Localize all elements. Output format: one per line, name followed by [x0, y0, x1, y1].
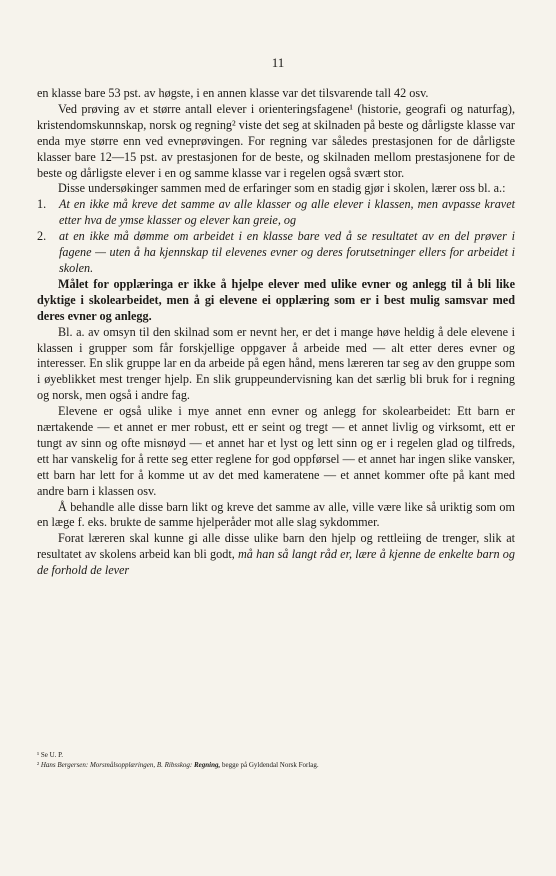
- footnote-ref: Regning,: [194, 761, 221, 769]
- footnote-number: ²: [37, 761, 40, 769]
- paragraph: Å behandle alle disse barn likt og kreve det samme av alle, ville være like så uriktig som om en læge f. eks. brukte de samme hjelperåder mot alle slag sykdommer.: [37, 499, 515, 530]
- footnotes: [37, 750, 515, 770]
- paragraph-text: Forat læreren skal kunne gi alle disse ulike barn den hjelp og rettleiing de trenger, slik at resultatet av skolens arbeid kan bli godt,: [37, 531, 515, 562]
- paragraph: en klasse bare 53 pst. av høgste, i en annen klasse var det tilsvarende tall 42 osv.: [37, 86, 429, 100]
- body-text: [37, 86, 515, 579]
- paragraph: Elevene er også ulike i mye annet enn evner og anlegg for skolearbeidet: Ett barn er nærtakende — et annet er mer robust, ett er seint og tregt — et annet livlig og virksomt, ett er tungt av sinn og ofte misnøyd — et annet har et lyst og lett sinn og er i regelen glad og tilfreds, ett har vanskelig for å rette seg etter reglene for god oppførsel — et annet har ingen slike vansker, ett barn har lett for å komme ut av det med kameratene — et annet kommer ofte på kant med andre barn i klassen osv.: [37, 404, 515, 498]
- numbered-list: [37, 197, 515, 277]
- list-item: [37, 197, 515, 229]
- footnote-ref: B. Ribsskog:: [156, 761, 193, 769]
- paragraph: Bl. a. av omsyn til den skilnad som er nevnt her, er det i mange høve heldig å dele elevene i klassen i grupper som får forskjellige oppgaver å arbeide med — alt etter deres evner og interesser. En slik gruppe lar en da arbeide på egen hånd, mens læreren tar seg av den gruppe som i øyeblikket mest trenger hjelp. En slik gruppeundervisning kan det særlig bli bruk for i regning og norsk, men også i andre fag.: [37, 324, 515, 403]
- footnote: [37, 760, 515, 770]
- paragraph-emphasis: må han så langt råd er, lære å kjenne de enkelte barn og de forhold de lever: [37, 547, 515, 578]
- list-text: at en ikke må dømme om arbeidet i en klasse bare ved å se resultatet av en del prøver i fagene — uten å ha kjennskap til elevenes evner og deres forutsetninger ellers for arbeidet i skolen.: [59, 229, 515, 275]
- list-number: 2.: [37, 229, 47, 244]
- bold-statement: Målet for opplæringa er ikke å hjelpe elever med ulike evner og anlegg til å bli like dyktige i skolearbeidet, men å gi elevene ei opplæring som er i best mulig samsvar med deres evner og anlegg.: [37, 276, 515, 323]
- paragraph: Ved prøving av et større antall elever i orienteringsfagene¹ (historie, geografi og naturfag), kristendomskunnskap, norsk og regning² viste det seg at skilnaden på beste og dårligste klasse var enda mye større enn ved evneprøvingen. For regning var således prestasjonen for de dårligste klasser bare 12—15 pst. av prestasjonen for de beste, og skilnaden mellom prestasjonene for de beste og dårligste elever i en og samme klasse var i regelen også svært stor.: [37, 101, 515, 180]
- list-number: 1.: [37, 197, 47, 212]
- list-text: At en ikke må kreve det samme av alle klasser og alle elever i klassen, men avpasse kravet etter hva de ymse klasser og elever kan greie, og: [59, 197, 515, 228]
- footnote-publisher: begge på Gyldendal Norsk Forlag.: [222, 761, 319, 769]
- footnote-ref: Hans Bergersen: Morsmålsopplæringen,: [40, 761, 156, 769]
- footnote: ¹ Se U. P.: [37, 751, 64, 759]
- list-item: [37, 229, 515, 277]
- paragraph: Disse undersøkinger sammen med de erfaringer som en stadig gjør i skolen, lærer oss bl. a.:: [58, 181, 506, 196]
- paragraph: [37, 531, 515, 579]
- page-number: 11: [271, 55, 285, 70]
